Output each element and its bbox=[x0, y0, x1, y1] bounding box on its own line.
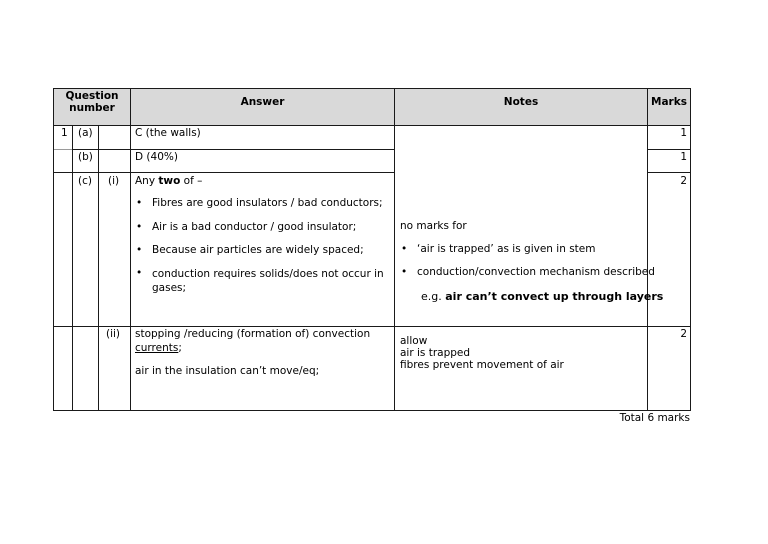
answer-b: D (40%) bbox=[135, 151, 178, 163]
sub-label-i: (i) bbox=[108, 175, 120, 187]
answer-ci-intro: Any two of – bbox=[135, 175, 203, 187]
row-divider-ci-cii bbox=[53, 326, 691, 327]
notes-cii-line-1: allow bbox=[400, 335, 428, 347]
answer-a: C (the walls) bbox=[135, 127, 201, 139]
row-divider-b-c bbox=[53, 172, 395, 173]
col-divider-sub-answer bbox=[130, 88, 131, 411]
row-divider-a-b bbox=[72, 149, 395, 150]
marks-ci: 2 bbox=[680, 175, 687, 187]
bullet-dot: • bbox=[136, 197, 143, 209]
col-divider-answer-notes bbox=[394, 88, 395, 411]
marks-a: 1 bbox=[680, 127, 687, 139]
bullet-dot: • bbox=[401, 266, 408, 278]
notes-cii-line-2: air is trapped bbox=[400, 347, 471, 359]
answer-ci-bullet-1: Fibres are good insulators / bad conductors; bbox=[152, 197, 383, 209]
answer-cii-line-3: air in the insulation can’t move/eq; bbox=[135, 365, 320, 377]
answer-ci-bullet-3: Because air particles are widely spaced; bbox=[152, 244, 364, 256]
part-label-b: (b) bbox=[78, 151, 93, 163]
marks-b: 1 bbox=[680, 151, 687, 163]
col-divider-part-sub bbox=[98, 125, 99, 411]
question-number-1: 1 bbox=[61, 127, 68, 139]
row-divider-b-c-marks bbox=[647, 172, 691, 173]
notes-cii-line-3: fibres prevent movement of air bbox=[400, 359, 564, 371]
notes-ci-example: e.g. air can’t convect up through layers bbox=[421, 290, 664, 303]
row-divider-1-left bbox=[53, 149, 72, 150]
table-border-bottom bbox=[53, 410, 691, 411]
table-border-top bbox=[53, 88, 691, 89]
header-notes: Notes bbox=[503, 96, 539, 108]
header-answer: Answer bbox=[240, 96, 285, 108]
sub-label-ii: (ii) bbox=[106, 328, 121, 340]
bullet-dot: • bbox=[136, 221, 143, 233]
marks-cii: 2 bbox=[680, 328, 687, 340]
table-border-right bbox=[690, 88, 691, 411]
total-marks: Total 6 marks bbox=[619, 412, 690, 424]
answer-cii-line-1: stopping /reducing (formation of) convection bbox=[135, 328, 371, 340]
header-marks: Marks bbox=[651, 96, 687, 108]
part-label-a: (a) bbox=[78, 127, 93, 139]
notes-ci-bullet-1: ‘air is trapped’ as is given in stem bbox=[417, 243, 596, 255]
table-header-divider bbox=[53, 125, 691, 126]
row-divider-a-b-marks bbox=[647, 149, 691, 150]
bullet-dot: • bbox=[136, 267, 143, 279]
notes-ci-bullet-2: conduction/convection mechanism described bbox=[417, 266, 655, 278]
answer-ci-bullet-2: Air is a bad conductor / good insulator; bbox=[152, 221, 357, 233]
table-border-left bbox=[53, 88, 54, 411]
col-divider-q-part bbox=[72, 125, 73, 411]
bullet-dot: • bbox=[136, 244, 143, 256]
notes-ci-intro: no marks for bbox=[400, 220, 467, 232]
answer-cii-line-2: currents; bbox=[135, 342, 182, 354]
answer-ci-bullet-4: conduction requires solids/does not occur in gases; bbox=[152, 268, 384, 294]
header-question-number: Question number bbox=[65, 90, 119, 114]
part-label-c: (c) bbox=[78, 175, 92, 187]
bullet-dot: • bbox=[401, 243, 408, 255]
